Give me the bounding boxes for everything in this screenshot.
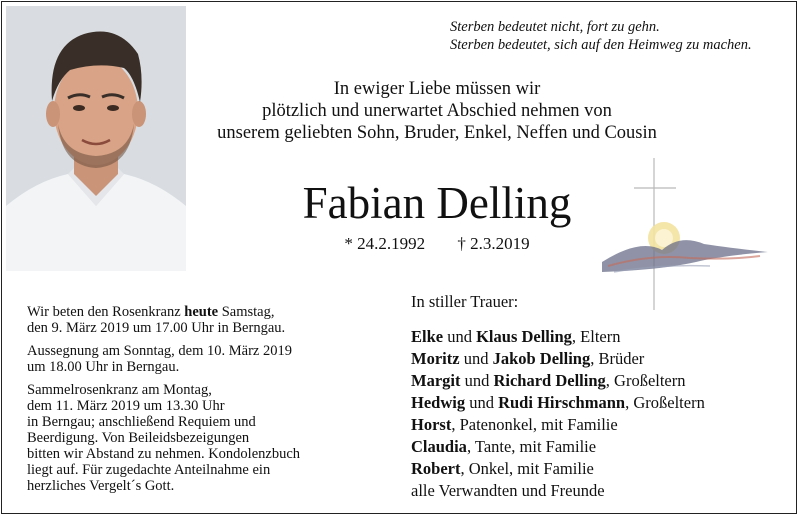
mourner-row: Horst, Patenonkel, mit Familie [411,415,618,434]
intro-line-2: plötzlich und unerwartet Abschied nehmen von [262,101,612,121]
mourners-list [411,326,705,502]
motto-line-2: Sterben bedeutet, sich auf den Heimweg zu machen. [450,37,752,53]
service-information [27,304,367,501]
motto-line-1: Sterben bedeutet nicht, fort zu gehn. [450,19,660,35]
death-date: † 2.3.2019 [457,234,530,253]
obituary-card [1,1,797,514]
blessing-paragraph: Aussegnung am Sonntag, dem 10. März 2019 um 18.00 Uhr in Berngau. [27,343,292,375]
intro-text [192,78,682,144]
cross-sunset-illustration [600,154,772,314]
requiem-paragraph: Sammelrosenkranz am Montag, dem 11. März 2019 um 13.30 Uhr in Berngau; anschließend Requiem und Beerdigung. Von Beileidsbezeigungen bitten wir Abstand zu nehmen. Kondolenzbuch liegt auf. Für zugedachte Anteilnahme ein herzliches Vergelt´s Gott. [27,382,301,494]
mourner-row: Moritz und Jakob Delling, Brüder [411,349,645,368]
motto-quote [450,18,752,54]
mourners-closing: alle Verwandten und Freunde [411,481,605,500]
rosary-paragraph: Wir beten den Rosenkranz heute Samstag, den 9. März 2019 um 17.00 Uhr in Berngau. [27,304,286,336]
deceased-name: Fabian Delling [302,178,572,228]
portrait-photo [6,6,186,271]
intro-line-3: unserem geliebten Sohn, Bruder, Enkel, Neffen und Cousin [217,123,657,143]
mourner-row: Margit und Richard Delling, Großeltern [411,371,686,390]
mourner-row: Robert, Onkel, mit Familie [411,459,594,478]
mourner-row: Elke und Klaus Delling, Eltern [411,327,621,346]
intro-line-1: In ewiger Liebe müssen wir [333,79,541,99]
mourners-heading: In stiller Trauer: [411,292,519,311]
mourner-row: Hedwig und Rudi Hirschmann, Großeltern [411,393,705,412]
mourner-row: Claudia, Tante, mit Familie [411,437,597,456]
birth-date: * 24.2.1992 [344,234,426,253]
